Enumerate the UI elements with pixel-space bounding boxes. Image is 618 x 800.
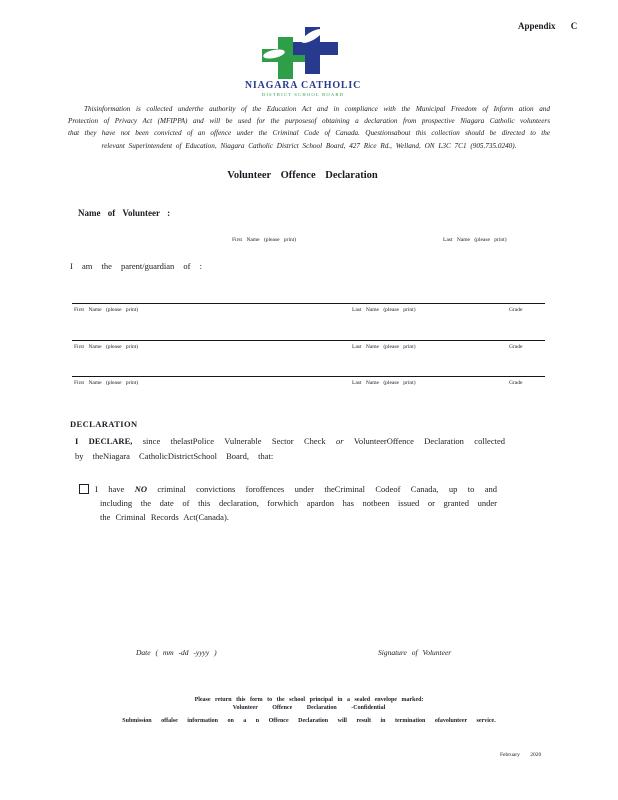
no-convictions-statement [79, 482, 497, 525]
org-subtitle: DISTRICT SCHOOL BOARD [261, 92, 345, 97]
declaration-text: since thelastPolice Vulnerable Sector Check [142, 436, 326, 446]
board-crosses-logo-icon [262, 27, 338, 80]
parent-guardian-label: I am the parent/guardian of : [70, 261, 203, 271]
signature-field-label: Signature of Volunteer [378, 648, 452, 657]
privacy-notice-line: relevant Superintendent of Education, Niagara Catholic District School Board, 427 Rice Rd., Welland, ON L3C 7C1 (905.735.0240). [101, 141, 517, 150]
appendix-label [518, 21, 577, 31]
return-instruction-line: Please return this form to the school principal in a sealed envelope marked: [194, 697, 424, 703]
row-last-name-label: Last Name (please print) [352, 343, 416, 350]
volunteer-last-name-label: Last Name (please print) [443, 237, 507, 243]
statement-line-1 [95, 482, 497, 496]
fill-in-line[interactable] [72, 303, 545, 304]
row-grade-label: Grade [509, 343, 523, 350]
declaration-line-2: by theNiagara CatholicDistrictSchool Board, that: [75, 450, 274, 461]
fill-in-line[interactable] [72, 340, 545, 341]
board-logo-text [225, 80, 381, 97]
privacy-notice-line: Thisinformation is collected underthe authority of the Education Act and in compliance with the Municipal Freedom of Inform ation and [84, 105, 550, 113]
row-last-name-label: Last Name (please print) [352, 379, 416, 386]
child-name-row[interactable] [72, 376, 545, 392]
statement-text: I have [95, 484, 125, 494]
no-convictions-checkbox[interactable] [79, 484, 89, 494]
no-convictions-text [95, 482, 497, 525]
statement-line-3: the Criminal Records Act(Canada). [100, 512, 229, 523]
child-name-row[interactable] [72, 340, 545, 356]
appendix-word: Appendix [518, 21, 556, 31]
volunteer-first-name-label: First Name (please print) [232, 237, 297, 243]
or-italic: or [336, 436, 344, 446]
row-first-name-label: First Name (please print) [74, 306, 139, 313]
confidential-line: Volunteer Offence Declaration -Confidential [232, 704, 386, 711]
org-name: NIAGARA CATHOLIC [244, 80, 362, 91]
date-field-label: Date ( mm -dd -yyyy ) [136, 648, 217, 657]
footer-instructions [0, 697, 618, 724]
i-declare-bold: I DECLARE, [75, 436, 133, 446]
revision-date: February 2020 [500, 752, 542, 758]
row-grade-label: Grade [509, 306, 523, 313]
declaration-text: VolunteerOffence Declaration collected [353, 436, 505, 446]
appendix-letter: C [570, 21, 578, 31]
child-name-row[interactable] [72, 303, 545, 319]
statement-line-2: including the date of this declaration, forwhich apardon has notbeen issued or granted under [100, 498, 497, 509]
row-grade-label: Grade [509, 379, 523, 386]
privacy-notice-line: Protection of Privacy Act (MFIPPA) and will be used for the purposesof obtaining a declaration from prospective Niagara Catholic volunteers [68, 117, 550, 126]
row-first-name-label: First Name (please print) [74, 379, 139, 386]
row-last-name-label: Last Name (please print) [352, 306, 416, 313]
row-first-name-label: First Name (please print) [74, 343, 139, 350]
declaration-line-1 [75, 434, 505, 449]
statement-text: criminal convictions foroffences under theCriminal Codeof Canada, up to and [157, 484, 498, 494]
name-of-volunteer-label: Name of Volunteer : [78, 208, 171, 218]
privacy-notice-line: that they have not been convicted of an offence under the Criminal Code of Canada. Questionsabout this collection should be directed to the [68, 129, 550, 138]
declaration-statement [75, 434, 505, 463]
no-emphasis: NO [134, 484, 147, 494]
form-title: Volunteer Offence Declaration [227, 170, 378, 181]
false-information-warning: Submission offalse information on a n Offence Declaration will result in termination ofavolunteer service. [122, 717, 496, 724]
declaration-heading: DECLARATION [70, 419, 138, 429]
privacy-notice [68, 103, 550, 152]
fill-in-line[interactable] [72, 376, 545, 377]
